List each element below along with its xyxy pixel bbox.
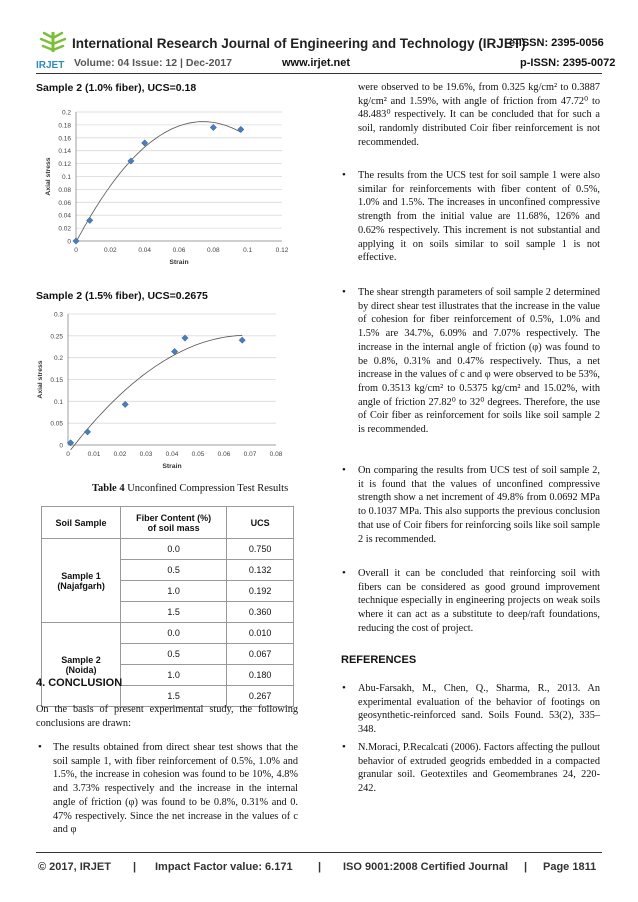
group-name: Sample 2 [61,654,101,665]
chart-sample2-1p5pct [37,305,300,473]
group-name: Sample 1 [61,570,101,581]
data-point [122,401,128,407]
y-tick-label: 0.2 [53,355,63,363]
reference-2: N.Moraci, P.Recalcati (2006). Factors affecting the pullout behavior of extruded geogrids embedded in a compacted granular soil. Geotextiles and Geomembranes 24, 220-242. [358,742,600,795]
fiber-cell: 1.0 [121,665,227,686]
ucs-cell: 0.180 [227,665,294,686]
y-tick-label: 0.3 [53,311,63,319]
table-caption-label: Table 4 [92,483,125,494]
logo-text: IRJET [36,60,65,71]
conclusion-bullet-2: The results from the UCS test for soil sample 1 were also similar for reinforcements with fiber content of 0.5%, 1.0% and 1.5%. The increases in unconfined compressive strength from the initial value are 11.68%, 126% and 0.62% respectively. This increment is not substantial and applying it on soils similar to soil sample 1 is not effective. [358,170,600,264]
ucs-cell: 0.067 [227,644,294,665]
table-row [42,539,294,560]
x-tick-label: 0.06 [217,451,231,458]
x-tick-label: 0 [74,247,78,254]
bullet-marker: • [342,286,346,298]
data-point [84,429,90,435]
bullet-marker: • [342,464,346,476]
ucs-cell: 0.267 [227,686,294,707]
y-tick-label: 0.05 [50,420,63,428]
trendline [76,122,241,243]
fiber-cell: 0.5 [121,644,227,665]
group-location: (Noida) [65,664,97,675]
footer-rule [36,852,602,853]
journal-title: International Research Journal of Engineering and Technology (IRJET) [72,36,526,51]
journal-url[interactable]: www.irjet.net [282,57,351,69]
ucs-cell: 0.192 [227,581,294,602]
header-soil-sample: Soil Sample [42,507,121,539]
y-tick-label: 0.06 [58,199,71,207]
volume-issue: Volume: 04 Issue: 12 | Dec-2017 [74,57,232,69]
table-caption [92,483,288,494]
header-fiber-line2: of soil mass [147,522,200,533]
footer-impact: Impact Factor value: 6.171 [155,861,293,873]
data-point [238,126,244,132]
bullet-marker: • [342,169,346,181]
trendline [71,335,243,450]
x-tick-label: 0.01 [87,451,101,458]
header-fiber-line1: Fiber Content (%) [136,512,212,523]
y-tick-label: 0.14 [58,148,71,156]
x-axis-title: Strain [169,259,189,266]
fiber-cell: 1.0 [121,581,227,602]
x-tick-label: 0.12 [275,247,289,254]
bullet-marker: • [38,741,42,753]
x-tick-label: 0.07 [243,451,257,458]
table-caption-text: Unconfined Compression Test Results [124,483,289,494]
x-tick-label: 0.03 [139,451,153,458]
references-heading: REFERENCES [341,654,417,666]
y-tick-label: 0.25 [50,333,63,341]
y-tick-label: 0.18 [58,122,71,130]
y-axis-title: Axial stress [37,360,44,399]
bullet1-continuation: were observed to be 19.6%, from 0.325 kg/cm² to 0.3887 kg/cm² and 1.59%, with angle of friction from 47.72⁰ to 48.483⁰ respectively. It can be concluded that for such a soil, randomly distributed Coir fiber reinforcement is not recommended. [358,82,600,148]
y-tick-label: 0.04 [58,212,71,220]
footer-sep: | [524,861,528,873]
y-tick-label: 0.02 [58,225,71,233]
y-tick-label: 0 [67,238,71,246]
conclusion-bullet-5: Overall it can be concluded that reinforcing soil with fibers can be considered as good ground improvement technique especially in engineering projects on weak soils where it can act as a substitute to deep/raft foundations, reducing the cost of project. [358,568,600,634]
y-tick-label: 0.15 [50,377,63,384]
data-point [87,217,93,223]
x-tick-label: 0.1 [243,247,253,254]
y-axis-title: Axial stress [45,157,52,196]
group-location: (Najafgarh) [57,580,105,591]
x-tick-label: 0.08 [207,247,220,254]
header-ucs: UCS [227,507,294,539]
x-tick-label: 0 [66,451,70,458]
y-tick-label: 0.1 [53,398,63,406]
header-fiber-content [121,507,227,539]
ucs-cell: 0.360 [227,602,294,623]
y-tick-label: 0.2 [61,109,71,117]
table-header-row [42,507,294,539]
ucs-cell: 0.132 [227,560,294,581]
fiber-cell: 1.5 [121,686,227,707]
fiber-cell: 0.0 [121,623,227,644]
ucs-cell: 0.010 [227,623,294,644]
bullet-marker: • [342,741,346,753]
fiber-cell: 0.0 [121,539,227,560]
conclusion-bullet-3: The shear strength parameters of soil sample 2 determined by direct shear test illustrates that the increase in the value of cohesion for fiber reinforcement of 0.5%, 1.0% and 1.5% are 34.7%, 6.09% and 7.07% respectively. The increase in the internal angle of friction (φ) was found to be 0.8%, 0.31% and 0.47% respectively. Thus, a net increase in the values of c and φ were observed to be 53%, from 0.3513 kg/cm² to 0.5375 kg/cm² and 15.02%, with angle of friction 27.82⁰ to 32⁰ degrees. Therefore, the use of Coir fiber as reinforcement for soils like soil sample 2 is recommended. [358,287,600,436]
y-tick-label: 0.16 [58,135,71,143]
y-tick-label: 0.1 [61,174,71,181]
x-tick-label: 0.04 [165,451,179,458]
group-sample1 [42,539,121,623]
data-point [239,337,245,343]
x-tick-label: 0.04 [138,247,151,254]
p-issn: p-ISSN: 2395-0072 [520,57,616,69]
y-tick-label: 0 [59,442,63,450]
fiber-cell: 0.5 [121,560,227,581]
y-tick-label: 0.08 [58,186,71,194]
footer-copyright: © 2017, IRJET [38,861,111,873]
x-tick-label: 0.06 [172,247,186,254]
chart2-heading: Sample 2 (1.5% fiber), UCS=0.2675 [36,290,208,302]
x-tick-label: 0.08 [269,451,283,458]
chart1-heading: Sample 2 (1.0% fiber), UCS=0.18 [36,82,197,94]
footer-sep: | [133,861,137,873]
conclusion-bullet-4: On comparing the results from UCS test of soil sample 2, it is found that the values of unconfined compressive strength show a net increment of 49.8% from 0.0692 MPa to 0.1037 MPa. This also supports the previous conclusion that use of Coir fibers for reinforcing soils like soil sample 2 is recommended. [358,465,600,545]
bullet-marker: • [342,682,346,694]
x-tick-label: 0.02 [104,247,117,254]
y-tick-label: 0.12 [58,161,71,169]
header-rule [36,73,602,74]
footer-page: Page 1811 [543,861,597,873]
footer-sep: | [318,861,322,873]
ucs-cell: 0.750 [227,539,294,560]
x-axis-title: Strain [162,463,182,470]
x-tick-label: 0.05 [191,451,205,458]
reference-1: Abu-Farsakh, M., Chen, Q., Sharma, R., 2013. An experimental evaluation of the behavior of footings on geosynthetic-reinforced sand. Soils Found. 53(2), 335–348. [358,683,600,736]
conclusion-heading: 4. CONCLUSION [36,677,123,689]
fiber-cell: 1.5 [121,602,227,623]
bullet-marker: • [342,567,346,579]
footer-iso: ISO 9001:2008 Certified Journal [343,861,509,873]
conclusion-intro: On the basis of present experimental study, the following conclusions are drawn: [36,704,298,729]
table-row [42,623,294,644]
x-tick-label: 0.02 [113,451,127,458]
conclusion-bullet-1: The results obtained from direct shear test shows that the soil sample 1, with fiber reinforcement of 0.5%, 1.0% and 1.5%, the increase in cohesion was found to be 10%, 4.8% and 3.73% respectively and the increase in the internal angle of friction (φ) was found to be 0.8%, 0.31% and 0. 47% respectively. Since the net increase in the values of c and φ [53,742,298,836]
group-sample2 [42,623,121,707]
chart-sample2-1pct [40,100,300,280]
e-issn: e-ISSN: 2395-0056 [509,37,604,49]
